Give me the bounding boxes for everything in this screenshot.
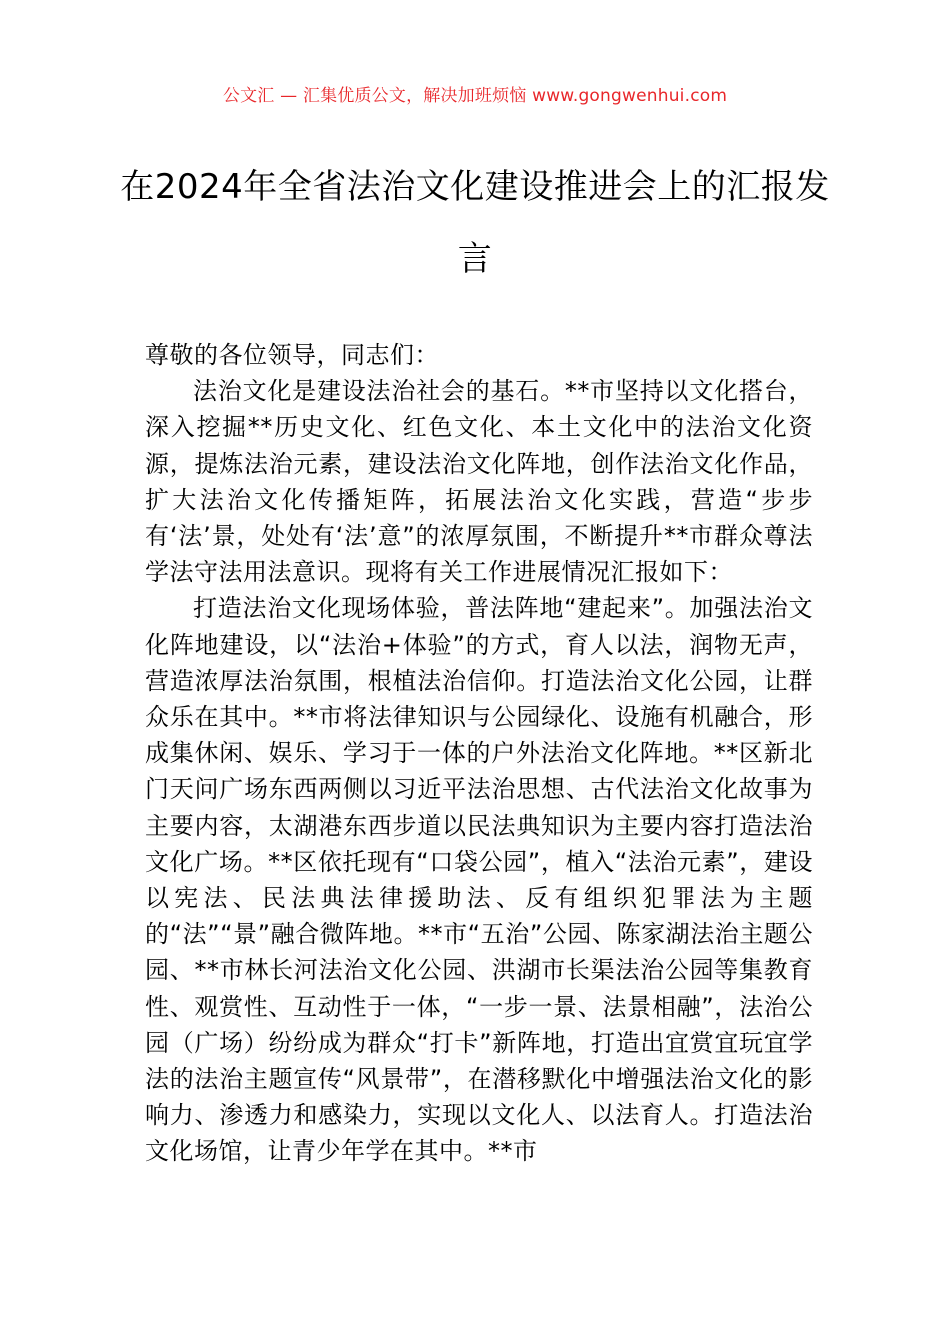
site-banner[interactable]: 公文汇 — 汇集优质公文，解决加班烦恼 www.gongwenhui.com	[222, 86, 728, 106]
document-body	[145, 337, 813, 1170]
salutation: 尊敬的各位领导，同志们：	[145, 341, 439, 369]
paragraph-intro: 法治文化是建设法治社会的基石。**市坚持以文化搭台，深入挖掘**历史文化、红色文化、本土文化中的法治文化资源，提炼法治元素，建设法治文化阵地，创作法治文化作品，扩大法治文化传播矩阵，拓展法治文化实践，营造“步步有‘法’景，处处有‘法’意”的浓厚氛围，不断提升**市群众尊法学法守法用法意识。现将有关工作进展情况汇报如下：	[145, 377, 813, 587]
paragraph-section-1: 打造法治文化现场体验，普法阵地“建起来”。加强法治文化阵地建设，以“法治+体验”的方式，育人以法，润物无声，营造浓厚法治氛围，根植法治信仰。打造法治文化公园，让群众乐在其中。**市将法律知识与公园绿化、设施有机融合，形成集休闲、娱乐、学习于一体的户外法治文化阵地。**区新北门天问广场东西两侧以习近平法治思想、古代法治文化故事为主要内容，太湖港东西步道以民法典知识为主要内容打造法治文化广场。**区依托现有“口袋公园”，植入“法治元素”，建设以宪法、民法典法律援助法、反有组织犯罪法为主题的“法”“景”融合微阵地。**市“五治”公园、陈家湖法治主题公园、**市林长河法治文化公园、洪湖市长渠法治公园等集教育性、观赏性、互动性于一体，“一步一景、法景相融”，法治公园（广场）纷纷成为群众“打卡”新阵地，打造出宜赏宜玩宜学法的法治主题宣传“风景带”，在潜移默化中增强法治文化的影响力、渗透力和感染力，实现以文化人、以法育人。打造法治文化场馆，让青少年学在其中。**市	[145, 594, 813, 1166]
document-title: 在2024年全省法治文化建设推进会上的汇报发言	[120, 167, 830, 279]
